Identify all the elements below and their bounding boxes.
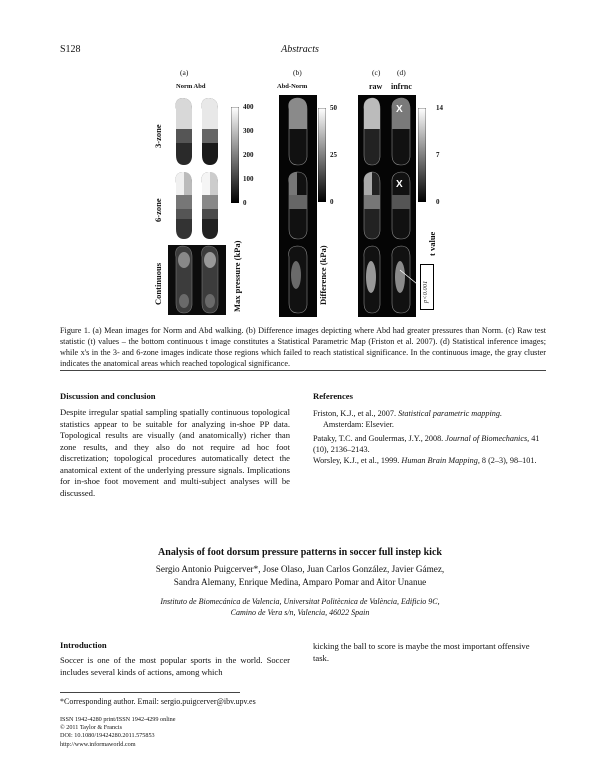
- affiliation-line-1: Instituto de Biomecánica de Valencia, Universitat Politècnica de València, Edificio 9C,: [160, 597, 440, 606]
- reference-3: [313, 455, 546, 466]
- x-mark-3zone: X: [396, 104, 403, 115]
- row-label-3-zone: 3-zone: [153, 124, 163, 148]
- caption-separator: [60, 370, 546, 371]
- ref-1-title: Statistical parametric mapping.: [398, 409, 502, 418]
- scale-b-label: Difference (kPa): [318, 245, 328, 305]
- panel-a-images: [166, 95, 228, 317]
- panel-label-b: (b): [293, 68, 302, 77]
- scale-a-label: Max pressure (kPa): [232, 240, 242, 312]
- figure: [0, 0, 600, 320]
- ref-1-rest: Amsterdam: Elsevier.: [323, 420, 394, 429]
- ref-3-authors: Worsley, K.J., et al., 1999.: [313, 456, 400, 465]
- ref-3-title: Human Brain Mapping,: [401, 456, 480, 465]
- diff-continuous: [289, 246, 307, 313]
- diff-3zone: [289, 98, 307, 165]
- authors-line-2: Sandra Alemany, Enrique Medina, Amparo Pomar and Aitor Unanue: [173, 576, 427, 587]
- tick-a-400: 400: [243, 103, 254, 111]
- panel-c-images: [358, 95, 386, 317]
- raw-3zone: [364, 98, 380, 165]
- discussion-heading: Discussion and conclusion: [60, 391, 156, 401]
- diff-6zone: [289, 172, 307, 239]
- url: http://www.informaworld.com: [60, 740, 136, 748]
- corresponding-author: *Corresponding author. Email: sergio.puigcerver@ibv.upv.es: [60, 697, 256, 706]
- ref-2-title: Journal of Biomechanics,: [445, 434, 530, 443]
- tick-b-50: 50: [330, 104, 337, 112]
- colorbar-a: [231, 107, 239, 203]
- row-label-continuous: Continuous: [153, 262, 163, 305]
- foot-continuous-norm: [176, 246, 192, 313]
- tick-a-0: 0: [243, 199, 247, 207]
- journal-section: Abstracts: [281, 44, 319, 55]
- affiliation: [100, 596, 500, 618]
- intro-col-1: Soccer is one of the most popular sports in the world. Soccer includes several kinds of actions, among which: [60, 655, 290, 677]
- panel-label-c: (c): [372, 68, 381, 77]
- panel-title-b: Abd-Norm: [277, 83, 308, 90]
- raw-6zone: [364, 172, 380, 239]
- intro-col-2: kicking the ball to score is maybe the most important offensive task.: [313, 641, 530, 663]
- reference-1: [313, 408, 546, 430]
- page-number: S128: [60, 44, 81, 55]
- tick-d-7: 7: [436, 151, 440, 159]
- tick-a-100: 100: [243, 175, 254, 183]
- issn: ISSN 1942-4280 print/ISSN 1942-4299 online: [60, 716, 176, 723]
- intro-heading: Introduction: [60, 640, 107, 650]
- row-label-6-zone: 6-zone: [153, 198, 163, 222]
- panel-label-d: (d): [397, 68, 406, 77]
- ref-3-rest: 8 (2–3), 98–101.: [481, 456, 537, 465]
- tick-b-0: 0: [330, 198, 334, 206]
- colorbar-b: [318, 108, 326, 202]
- panel-title-d: infrnc: [391, 82, 412, 91]
- ref-2-authors: Pataky, T.C. and Goulermas, J.Y., 2008.: [313, 434, 444, 443]
- tick-d-0: 0: [436, 198, 440, 206]
- article-title: Analysis of foot dorsum pressure patterns in soccer full instep kick: [158, 547, 442, 558]
- footnote-rule: [60, 692, 240, 693]
- copyright: © 2011 Taylor & Francis: [60, 724, 123, 732]
- foot-continuous-abd: [202, 246, 218, 313]
- panel-label-a: (a): [180, 68, 189, 77]
- ref-2-rest: 41 (10), 2136–2143.: [313, 434, 540, 454]
- reference-2: [313, 433, 546, 455]
- tick-d-14: 14: [436, 104, 443, 112]
- authors-line-1: Sergio Antonio Puigcerver*, Jose Olaso, Juan Carlos González, Javier Gámez,: [155, 564, 445, 574]
- ref-1-authors: Friston, K.J., et al., 2007.: [313, 409, 397, 418]
- foot-3zone-abd: [202, 98, 218, 165]
- colorbar-d: [418, 108, 426, 202]
- panel-title-c: raw: [369, 82, 383, 91]
- foot-3zone-norm: [176, 98, 192, 165]
- doi: DOI: 10.1080/19424280.2011.575853: [60, 732, 155, 740]
- publication-meta: [60, 716, 176, 749]
- tick-a-300: 300: [243, 127, 254, 135]
- panel-title-a: Norm Abd: [176, 83, 206, 90]
- pvalue-annotation: p<0.001: [422, 280, 429, 303]
- foot-6zone-abd: [202, 172, 218, 239]
- panel-b-images: [279, 95, 317, 317]
- x-mark-6zone: X: [396, 179, 403, 190]
- figure-caption: Figure 1. (a) Mean images for Norm and Abd walking. (b) Difference images depicting where Abd had greater pressures than Norm. (c) Raw test statistic (t) values – the bottom continuous t image constitutes a Statistical Parametric Map (Friston et al. 2007). (d) Statistical inference images; while x's in the 3- and 6-zone images indicate those regions which failed to reach statistical significance. In the continuous image, the gray cluster indicates the anatomical areas which reached topological significance.: [60, 326, 546, 368]
- foot-6zone-norm: [176, 172, 192, 239]
- scale-d-label: t value: [427, 231, 437, 256]
- article-authors: [100, 563, 500, 588]
- affiliation-line-2: Camino de Vera s/n, Valencia, 46022 Spain: [230, 608, 370, 617]
- references-heading: References: [313, 391, 353, 401]
- discussion-body: Despite irregular spatial sampling spatially continuous topological statistics appear to be suitable for analyzing in-shoe PP data. Topological results are visually (and anatomically) richer than zone results, and they also do not require ad hoc foot discretization; topological procedures automatically detect the anatomical extent of the underlying pressure signals. Implications for in-shoe foot movement and multi-subject analyses will be discussed.: [60, 407, 290, 498]
- raw-continuous: [364, 246, 380, 313]
- tick-b-25: 25: [330, 151, 337, 159]
- tick-a-200: 200: [243, 151, 254, 159]
